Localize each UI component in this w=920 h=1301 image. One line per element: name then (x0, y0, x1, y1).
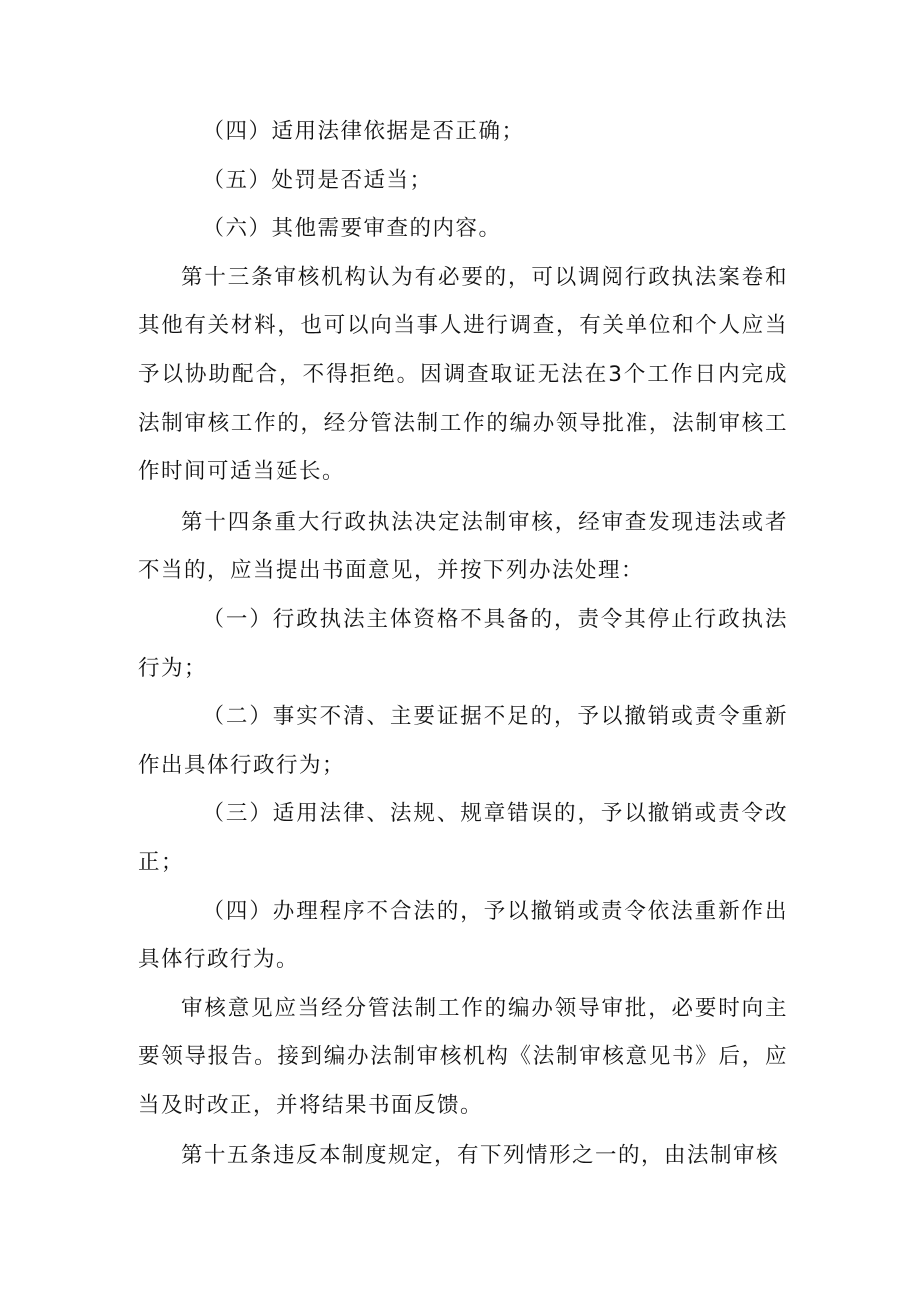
article-15-paragraph: 第十五条违反本制度规定，有下列情形之一的，由法制审核 (181, 1143, 780, 1169)
article-14-item-1: （一）行政执法主体资格不具备的，责令其停止行政执法行为； (138, 606, 788, 681)
document-body (138, 108, 788, 1181)
article-14-item-2: （二）事实不清、主要证据不足的，予以撤销或责令重新作出具体行政行为； (138, 704, 788, 778)
article-14-paragraph: 第十四条重大行政执法决定法制审核，经审查发现违法或者不当的，应当提出书面意见，并按下列办法处理： (138, 509, 788, 584)
item-4-legal-basis: （四）适用法律依据是否正确； (202, 119, 525, 144)
article-14-item-4: （四）办理程序不合法的，予以撤销或责令依法重新作出具体行政行为。 (138, 898, 788, 973)
article-14-item-3: （三）适用法律、法规、规章错误的，予以撤销或责令改正； (138, 801, 788, 875)
review-opinion-paragraph: 审核意见应当经分管法制工作的编办领导审批，必要时向主要领导报告。接到编办法制审核机构《法制审核意见书》后，应当及时改正，并将结果书面反馈。 (138, 995, 788, 1118)
item-5-penalty: （五）处罚是否适当； (202, 167, 433, 193)
item-6-other-content: （六）其他需要审查的内容。 (202, 216, 502, 242)
article-13-paragraph: 第十三条审核机构认为有必要的，可以调阅行政执法案卷和其他有关材料，也可以向当事人进行调查，有关单位和个人应当予以协助配合，不得拒绝。因调查取证无法在3个工作日内完成法制审核工作的，经分管法制工作的编办领导批准，法制审核工作时间可适当延长。 (138, 264, 788, 485)
